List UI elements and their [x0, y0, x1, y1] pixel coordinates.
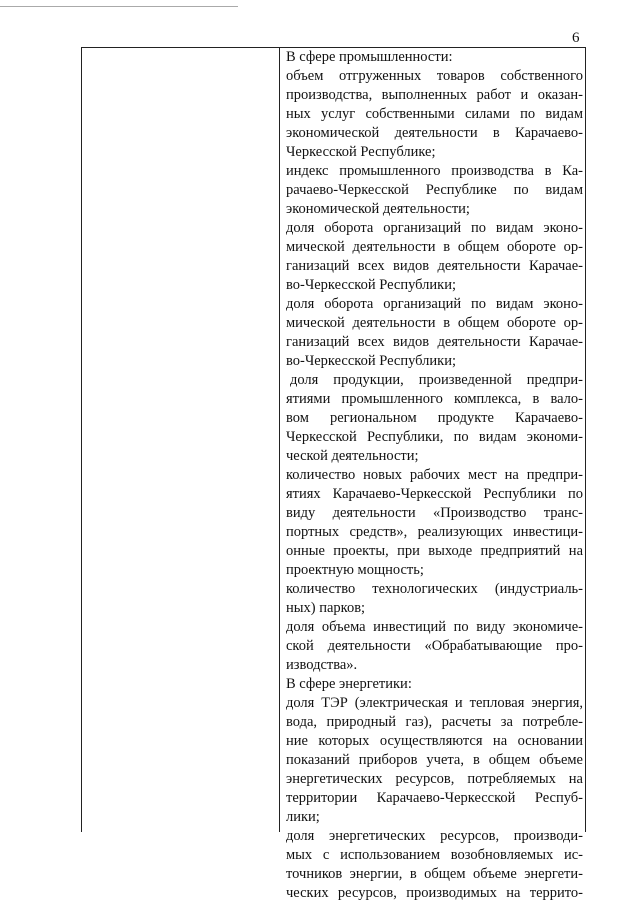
top-rule — [0, 6, 238, 7]
text-line: во-Черкесской Республики; — [286, 277, 456, 293]
text-line: доля оборота организаций по видам эконо- — [286, 220, 583, 236]
text-line: доля продукции, произведенной предпри- — [290, 372, 583, 388]
text-line: количество технологических (индустриаль- — [286, 581, 583, 597]
text-line: Черкесской Республике; — [286, 144, 436, 160]
text-line: вом региональном продукте Карачаево- — [286, 410, 583, 426]
text-line: точников энергии, в общем объеме энергети- — [286, 866, 583, 882]
text-line: во-Черкесской Республики; — [286, 353, 456, 369]
text-line: ных) парков; — [286, 600, 366, 616]
text-line: изводства». — [286, 657, 358, 673]
text-line: онные проекты, при выходе предприятий на — [286, 543, 583, 559]
text-line: производства, выполненных работ и оказан- — [286, 87, 583, 103]
right-cell-text — [286, 48, 583, 903]
text-line: мической деятельности в общем обороте ор- — [286, 239, 583, 255]
text-line: индекс промышленного производства в Ка- — [286, 163, 583, 179]
text-line: ганизаций всех видов деятельности Карачае- — [286, 334, 583, 350]
text-line: количество новых рабочих мест на предпри- — [286, 467, 583, 483]
text-line: экономической деятельности в Карачаево- — [286, 125, 583, 141]
text-line: В сфере энергетики: — [286, 676, 412, 692]
text-line: ганизаций всех видов деятельности Карачае- — [286, 258, 583, 274]
text-line: виду деятельности «Производство транс- — [286, 505, 583, 521]
text-line: мической деятельности в общем обороте ор- — [286, 315, 583, 331]
column-divider — [279, 48, 280, 832]
text-line: ние которых осуществляются на основании — [286, 733, 583, 749]
text-line: показаний приборов учета, в общем объеме — [286, 752, 583, 768]
text-line: мых с использованием возобновляемых ис- — [286, 847, 583, 863]
text-line: рачаево-Черкесской Республике по видам — [286, 182, 583, 198]
page-number: 6 — [572, 30, 580, 46]
text-line: ятиями промышленного комплекса, в вало- — [286, 391, 583, 407]
document-table — [81, 47, 586, 901]
text-line: энергетических ресурсов, потребляемых на — [286, 771, 583, 787]
text-line: территории Карачаево-Черкесской Респуб- — [286, 790, 583, 806]
text-line: экономической деятельности; — [286, 201, 470, 217]
text-line: вода, природный газ), расчеты за потребле- — [286, 714, 583, 730]
text-line: доля оборота организаций по видам эконо- — [286, 296, 583, 312]
text-line: В сфере промышленности: — [286, 49, 453, 65]
text-line: доля объема инвестиций по виду экономиче- — [286, 619, 583, 635]
text-line: портных средств», реализующих инвестици- — [286, 524, 583, 540]
text-line: ных услуг собственными силами по видам — [286, 106, 583, 122]
text-line: объем отгруженных товаров собственного — [286, 68, 583, 84]
text-line: ятиях Карачаево-Черкесской Республики по — [286, 486, 583, 502]
text-line: ской деятельности «Обрабатывающие про- — [286, 638, 583, 654]
text-line: ческой деятельности; — [286, 448, 419, 464]
text-line: ческих ресурсов, производимых на террито- — [286, 885, 583, 901]
text-line: проектную мощность; — [286, 562, 424, 578]
text-line: доля ТЭР (электрическая и тепловая энергия, — [286, 695, 583, 711]
text-line: доля энергетических ресурсов, производи- — [286, 828, 583, 844]
text-line: лики; — [286, 809, 320, 825]
text-line: Черкесской Республики, по видам экономи- — [286, 429, 583, 445]
